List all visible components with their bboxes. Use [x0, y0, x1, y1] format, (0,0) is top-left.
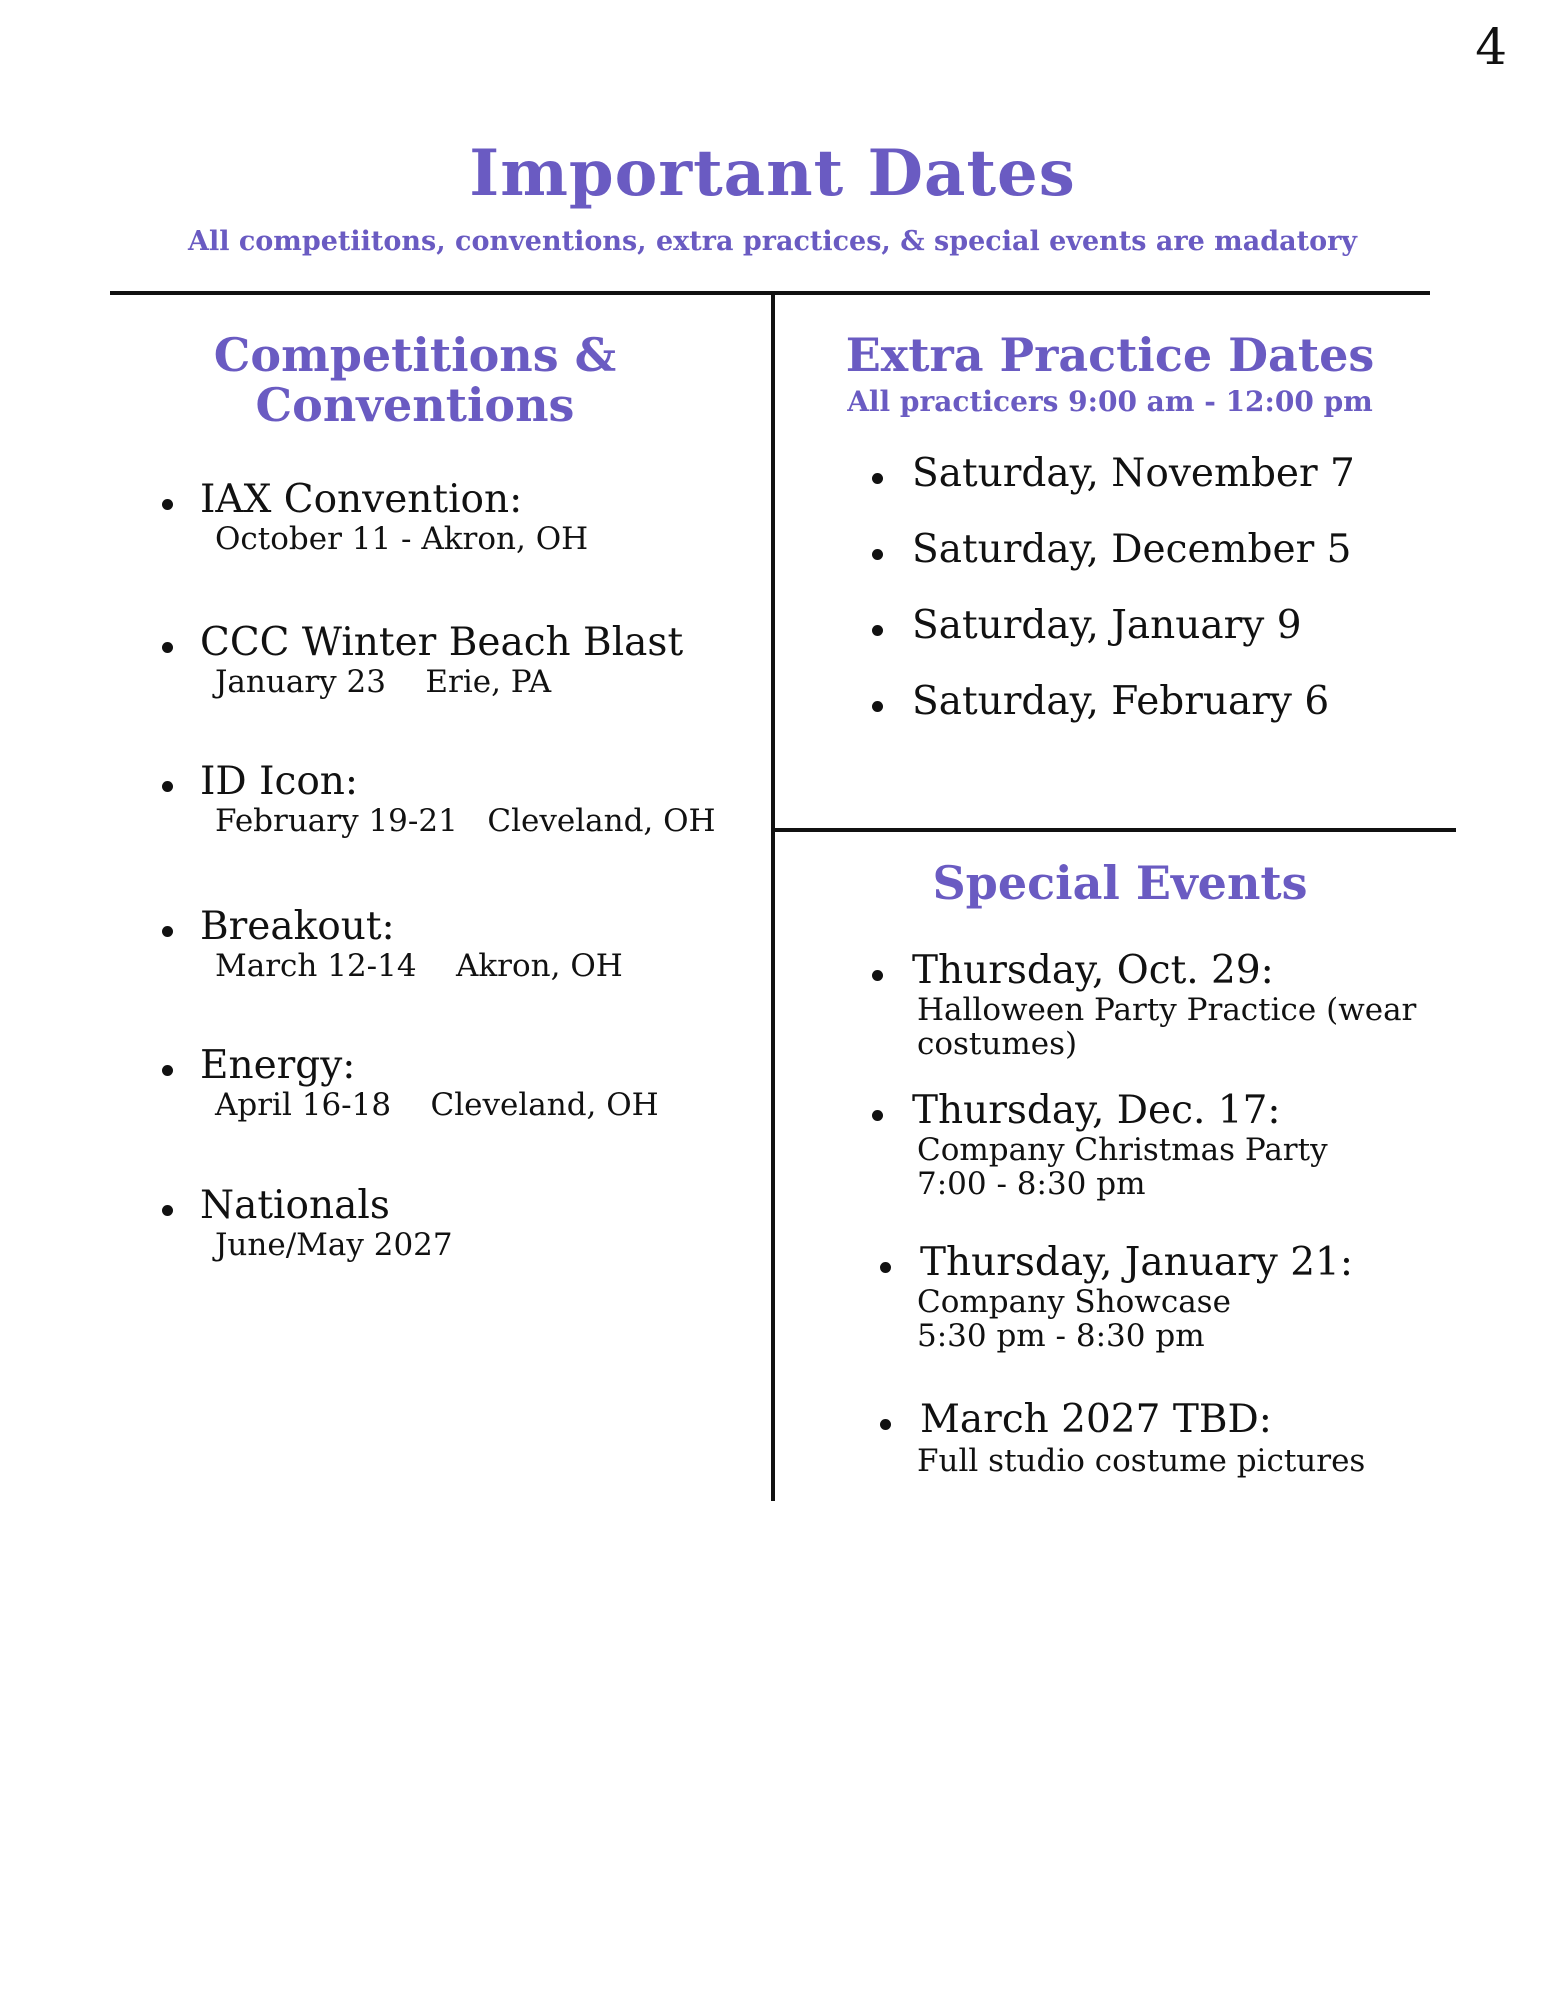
bullet-icon	[162, 781, 173, 792]
extra-practice-heading: Extra Practice Dates	[845, 328, 1375, 382]
event-title: Thursday, Dec. 17:	[912, 1088, 1281, 1133]
practice-date-item	[872, 452, 1355, 496]
competition-title: ID Icon:	[200, 759, 359, 804]
bullet-icon	[162, 926, 173, 937]
event-detail-line2: 7:00 - 8:30 pm	[917, 1166, 1146, 1202]
special-event-item	[880, 1398, 1365, 1478]
practice-date-item	[872, 528, 1351, 572]
right-section-divider	[773, 828, 1456, 832]
practice-date: Saturday, February 6	[912, 679, 1330, 724]
special-event-item	[872, 949, 1416, 1061]
top-divider	[110, 291, 1430, 295]
competition-detail: April 16-18 Cleveland, OH	[215, 1087, 659, 1123]
event-detail-line1: Company Christmas Party	[917, 1132, 1328, 1168]
practice-date: Saturday, January 9	[912, 603, 1302, 648]
event-detail-line2: costumes)	[917, 1026, 1078, 1062]
competition-title: Energy:	[200, 1043, 356, 1088]
bullet-icon	[872, 970, 883, 981]
bullet-icon	[162, 1065, 173, 1076]
competition-detail: June/May 2027	[215, 1227, 453, 1263]
bullet-icon	[872, 625, 883, 636]
bullet-icon	[162, 499, 173, 510]
competition-title: Breakout:	[200, 904, 395, 949]
event-detail-line2: 5:30 pm - 8:30 pm	[917, 1318, 1205, 1354]
event-detail-line1: Company Showcase	[917, 1284, 1231, 1320]
bullet-icon	[162, 1205, 173, 1216]
extra-practice-subheading: All practicers 9:00 am - 12:00 pm	[847, 385, 1373, 418]
competition-title: IAX Convention:	[200, 477, 523, 522]
practice-date: Saturday, November 7	[912, 451, 1355, 496]
special-event-item	[880, 1241, 1353, 1353]
practice-date-item	[872, 680, 1329, 724]
competitions-heading-line2: Conventions	[255, 378, 575, 432]
competitions-heading	[110, 330, 720, 430]
competition-item	[160, 478, 588, 556]
bullet-icon	[880, 1262, 891, 1273]
competition-detail: October 11 - Akron, OH	[215, 521, 589, 557]
competition-title: CCC Winter Beach Blast	[200, 620, 684, 665]
competition-item	[160, 1184, 453, 1262]
practice-date: Saturday, December 5	[912, 527, 1352, 572]
event-detail-line1: Halloween Party Practice (wear	[917, 992, 1417, 1028]
competition-item	[160, 905, 623, 983]
event-title: March 2027 TBD:	[920, 1397, 1272, 1442]
competition-item	[160, 1044, 659, 1122]
page-title: Important Dates	[469, 136, 1076, 211]
event-title: Thursday, Oct. 29:	[912, 948, 1274, 993]
page-subtitle: All competiitons, conventions, extra practices, & special events are madatory	[188, 226, 1357, 257]
competition-item	[160, 621, 683, 699]
event-title: Thursday, January 21:	[920, 1240, 1353, 1285]
bullet-icon	[880, 1419, 891, 1430]
column-divider	[771, 293, 775, 1501]
competitions-heading-line1: Competitions &	[213, 328, 617, 382]
bullet-icon	[872, 473, 883, 484]
page-number: 4	[1475, 18, 1507, 76]
bullet-icon	[872, 1110, 883, 1121]
event-detail-line1: Full studio costume pictures	[917, 1443, 1366, 1479]
bullet-icon	[872, 549, 883, 560]
competition-detail: January 23 Erie, PA	[215, 664, 552, 700]
competition-item	[160, 760, 716, 838]
competition-title: Nationals	[200, 1183, 390, 1228]
special-events-heading: Special Events	[932, 856, 1308, 910]
special-event-item	[872, 1089, 1328, 1201]
bullet-icon	[162, 642, 173, 653]
competition-detail: March 12-14 Akron, OH	[215, 948, 623, 984]
competition-detail: February 19-21 Cleveland, OH	[215, 803, 716, 839]
practice-date-item	[872, 604, 1302, 648]
bullet-icon	[872, 701, 883, 712]
